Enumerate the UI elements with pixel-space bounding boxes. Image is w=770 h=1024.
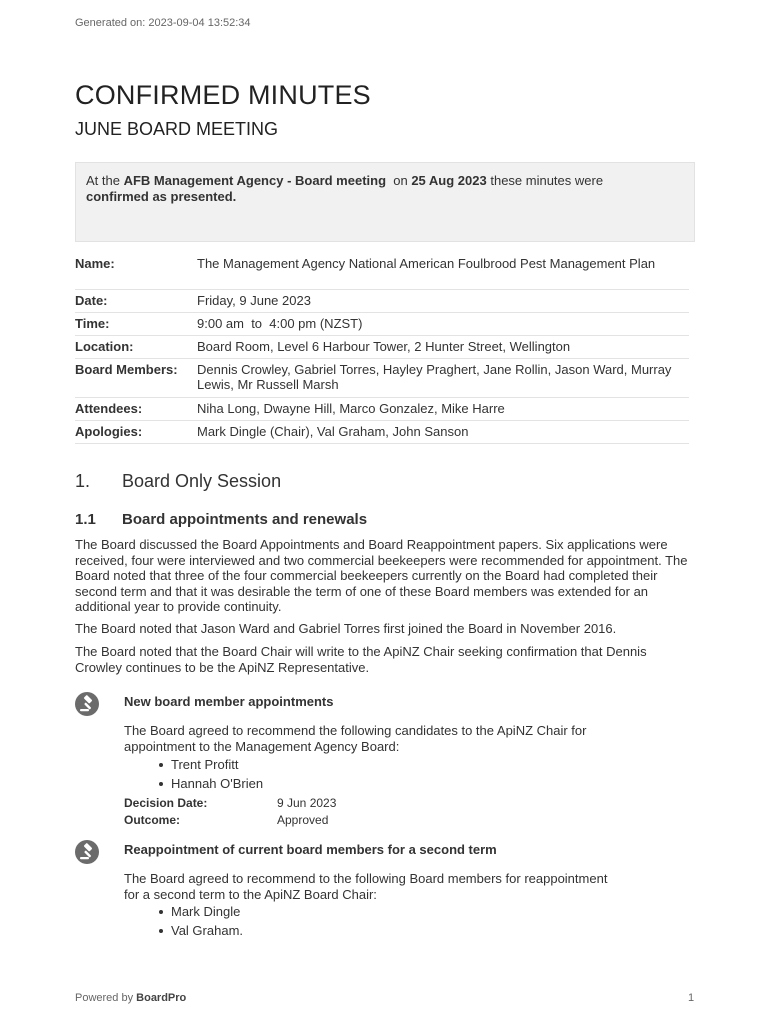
- meeting-details-table: [75, 254, 689, 444]
- time-label: Time:: [75, 312, 197, 335]
- list-item: Trent Profitt: [158, 755, 263, 774]
- time-value: 9:00 am to 4:00 pm (NZST): [197, 312, 689, 335]
- apologies-value: Mark Dingle (Chair), Val Graham, John Sanson: [197, 420, 689, 443]
- candidate-list: [158, 755, 263, 793]
- attendees-value: Niha Long, Dwayne Hill, Marco Gonzalez, Mike Harre: [197, 397, 689, 420]
- apologies-label: Apologies:: [75, 420, 197, 443]
- confirmation-prefix: At the: [86, 173, 124, 188]
- list-item: Val Graham.: [158, 921, 243, 940]
- subsection-number: 1.1: [75, 511, 96, 528]
- table-row: [75, 312, 689, 335]
- location-label: Location:: [75, 335, 197, 358]
- attendees-label: Attendees:: [75, 397, 197, 420]
- gavel-icon: [75, 840, 99, 864]
- date-label: Date:: [75, 289, 197, 312]
- page-title: CONFIRMED MINUTES: [75, 80, 371, 110]
- name-value: The Management Agency National American Foulbrood Pest Management Plan: [197, 254, 689, 289]
- decision-title: Reappointment of current board members for a second term: [124, 842, 497, 857]
- decision-date-label: Decision Date:: [124, 796, 208, 810]
- powered-prefix: Powered by: [75, 992, 137, 1004]
- outcome-label: Outcome:: [124, 813, 181, 827]
- decision-text: The Board agreed to recommend to the following Board members for reappointment for a second term to the ApiNZ Board Chair:: [124, 871, 608, 902]
- table-row: [75, 397, 689, 420]
- brand-name: BoardPro: [136, 992, 187, 1004]
- subsection-heading: [75, 511, 367, 528]
- table-row: [75, 335, 689, 358]
- board-members-value: Dennis Crowley, Gabriel Torres, Hayley Praghert, Jane Rollin, Jason Ward, Murray Lewis, Mr Russell Marsh: [197, 358, 689, 397]
- reappointment-list: [158, 902, 243, 940]
- list-item: Hannah O'Brien: [158, 774, 263, 793]
- confirmation-status: confirmed as presented.: [86, 189, 237, 204]
- paragraph: The Board noted that the Board Chair will write to the ApiNZ Chair seeking confirmation that Dennis Crowley continues to be the ApiNZ Representative.: [75, 644, 647, 675]
- confirmation-date: 25 Aug 2023: [411, 173, 487, 188]
- paragraph: The Board discussed the Board Appointments and Board Reappointment papers. Six applications were received, four were interviewed and two commercial beekeepers were recommended for appointment. The Board noted that three of the four commercial beekeepers currently on the Board had completed their second term and that it was desirable the term of one of these Board members was extended for an additional year to provide continuity.: [75, 537, 688, 614]
- section-heading: [75, 471, 281, 492]
- decision-date-value: 9 Jun 2023: [277, 796, 337, 810]
- section-title: Board Only Session: [122, 471, 282, 491]
- section-number: 1.: [75, 471, 91, 491]
- decision-text: The Board agreed to recommend the following candidates to the ApiNZ Chair for appointment to the Management Agency Board:: [124, 723, 587, 754]
- table-row: [75, 420, 689, 443]
- name-label: Name:: [75, 254, 197, 289]
- table-row: [75, 289, 689, 312]
- paragraph: The Board noted that Jason Ward and Gabriel Torres first joined the Board in November 2016.: [75, 621, 617, 636]
- board-members-label: Board Members:: [75, 358, 197, 397]
- subsection-title: Board appointments and renewals: [122, 511, 368, 528]
- list-item: Mark Dingle: [158, 902, 243, 921]
- gavel-icon: [75, 692, 99, 716]
- location-value: Board Room, Level 6 Harbour Tower, 2 Hunter Street, Wellington: [197, 335, 689, 358]
- table-row: [75, 254, 689, 289]
- generated-timestamp: Generated on: 2023-09-04 13:52:34: [75, 17, 251, 29]
- outcome-value: Approved: [277, 813, 329, 827]
- confirmation-meeting: AFB Management Agency - Board meeting: [123, 173, 387, 188]
- confirmation-box: [75, 162, 695, 242]
- date-value: Friday, 9 June 2023: [197, 289, 689, 312]
- footer-powered-by: [75, 992, 186, 1004]
- confirmation-suffix: these minutes were: [486, 173, 604, 188]
- decision-meta: [124, 795, 336, 829]
- decision-title: New board member appointments: [124, 694, 334, 709]
- page-subtitle: JUNE BOARD MEETING: [75, 119, 279, 139]
- table-row: [75, 358, 689, 397]
- page-number: 1: [688, 992, 695, 1004]
- confirmation-on: on: [386, 173, 412, 188]
